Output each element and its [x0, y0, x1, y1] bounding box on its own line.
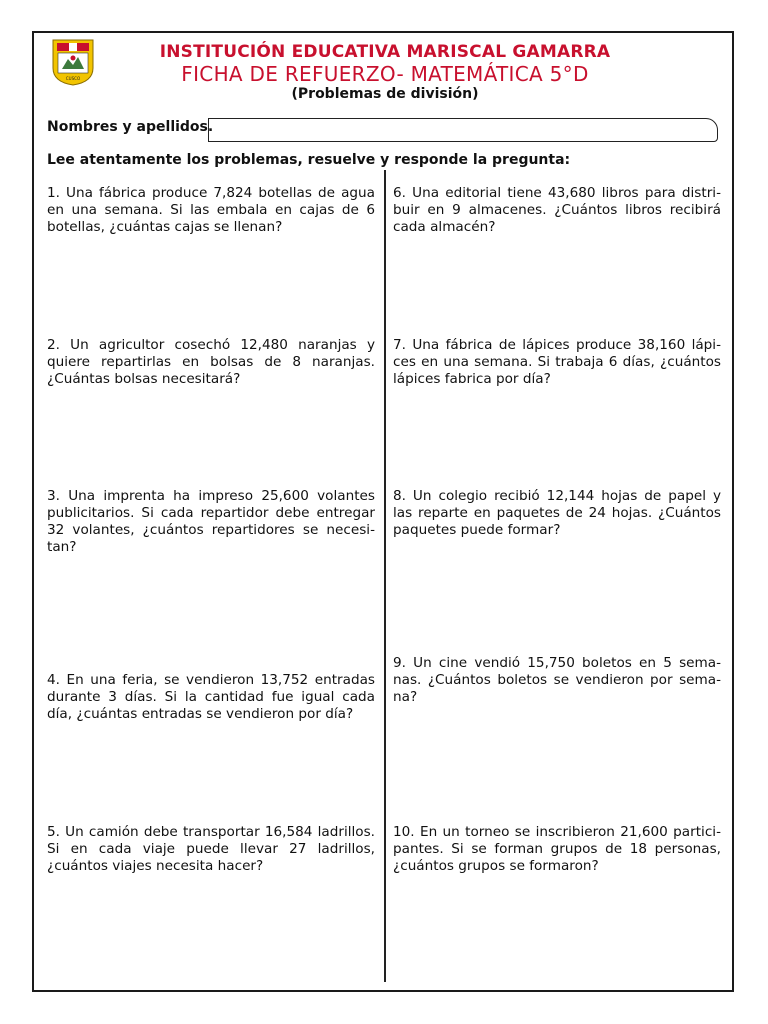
name-label: Nombres y apellidos.: [47, 119, 214, 135]
problem-1: 1. Una fábrica produce 7,824 botellas de agua en una semana. Si las embala en cajas de 6 botellas, ¿cuántas cajas se llenan?: [47, 185, 375, 235]
problem-3: 3. Una imprenta ha impreso 25,600 volantes publicitarios. Si cada repartidor debe entregar 32 volantes, ¿cuántos repartidores se necesi-tan?: [47, 488, 375, 555]
column-divider: [384, 170, 386, 982]
instructions: Lee atentamente los problemas, resuelve y responde la pregunta:: [47, 152, 571, 168]
problem-4: 4. En una feria, se vendieron 13,752 entradas durante 3 días. Si la cantidad fue igual cada día, ¿cuántas entradas se vendieron por día?: [47, 672, 375, 722]
problem-7: 7. Una fábrica de lápices produce 38,160 lápi-ces en una semana. Si trabaja 6 días, ¿cuántos lápices fabrica por día?: [393, 337, 721, 387]
problem-8: 8. Un colegio recibió 12,144 hojas de papel y las reparte en paquetes de 24 hojas. ¿Cuántos paquetes puede formar?: [393, 488, 721, 538]
school-crest-icon: [50, 38, 96, 86]
worksheet-title: FICHA DE REFUERZO- MATEMÁTICA 5°D: [181, 62, 589, 86]
institution-name: INSTITUCIÓN EDUCATIVA MARISCAL GAMARRA: [159, 42, 611, 62]
problem-10: 10. En un torneo se inscribieron 21,600 partici-pantes. Si se forman grupos de 18 personas, ¿cuántos grupos se formaron?: [393, 824, 721, 874]
problem-5: 5. Un camión debe transportar 16,584 ladrillos. Si en cada viaje puede llevar 27 ladrillos, ¿cuántos viajes necesita hacer?: [47, 824, 375, 874]
worksheet-subtitle: (Problemas de división): [291, 86, 479, 102]
name-field[interactable]: [208, 118, 718, 142]
problem-2: 2. Un agricultor cosechó 12,480 naranjas y quiere repartirlas en bolsas de 8 naranjas. ¿Cuántas bolsas necesitará?: [47, 337, 375, 387]
crest-text: CUSCO: [65, 76, 81, 81]
problem-6: 6. Una editorial tiene 43,680 libros para distri-buir en 9 almacenes. ¿Cuántos libros recibirá cada almacén?: [393, 185, 721, 235]
problem-9: 9. Un cine vendió 15,750 boletos en 5 sema-nas. ¿Cuántos boletos se vendieron por sema-na?: [393, 655, 721, 705]
